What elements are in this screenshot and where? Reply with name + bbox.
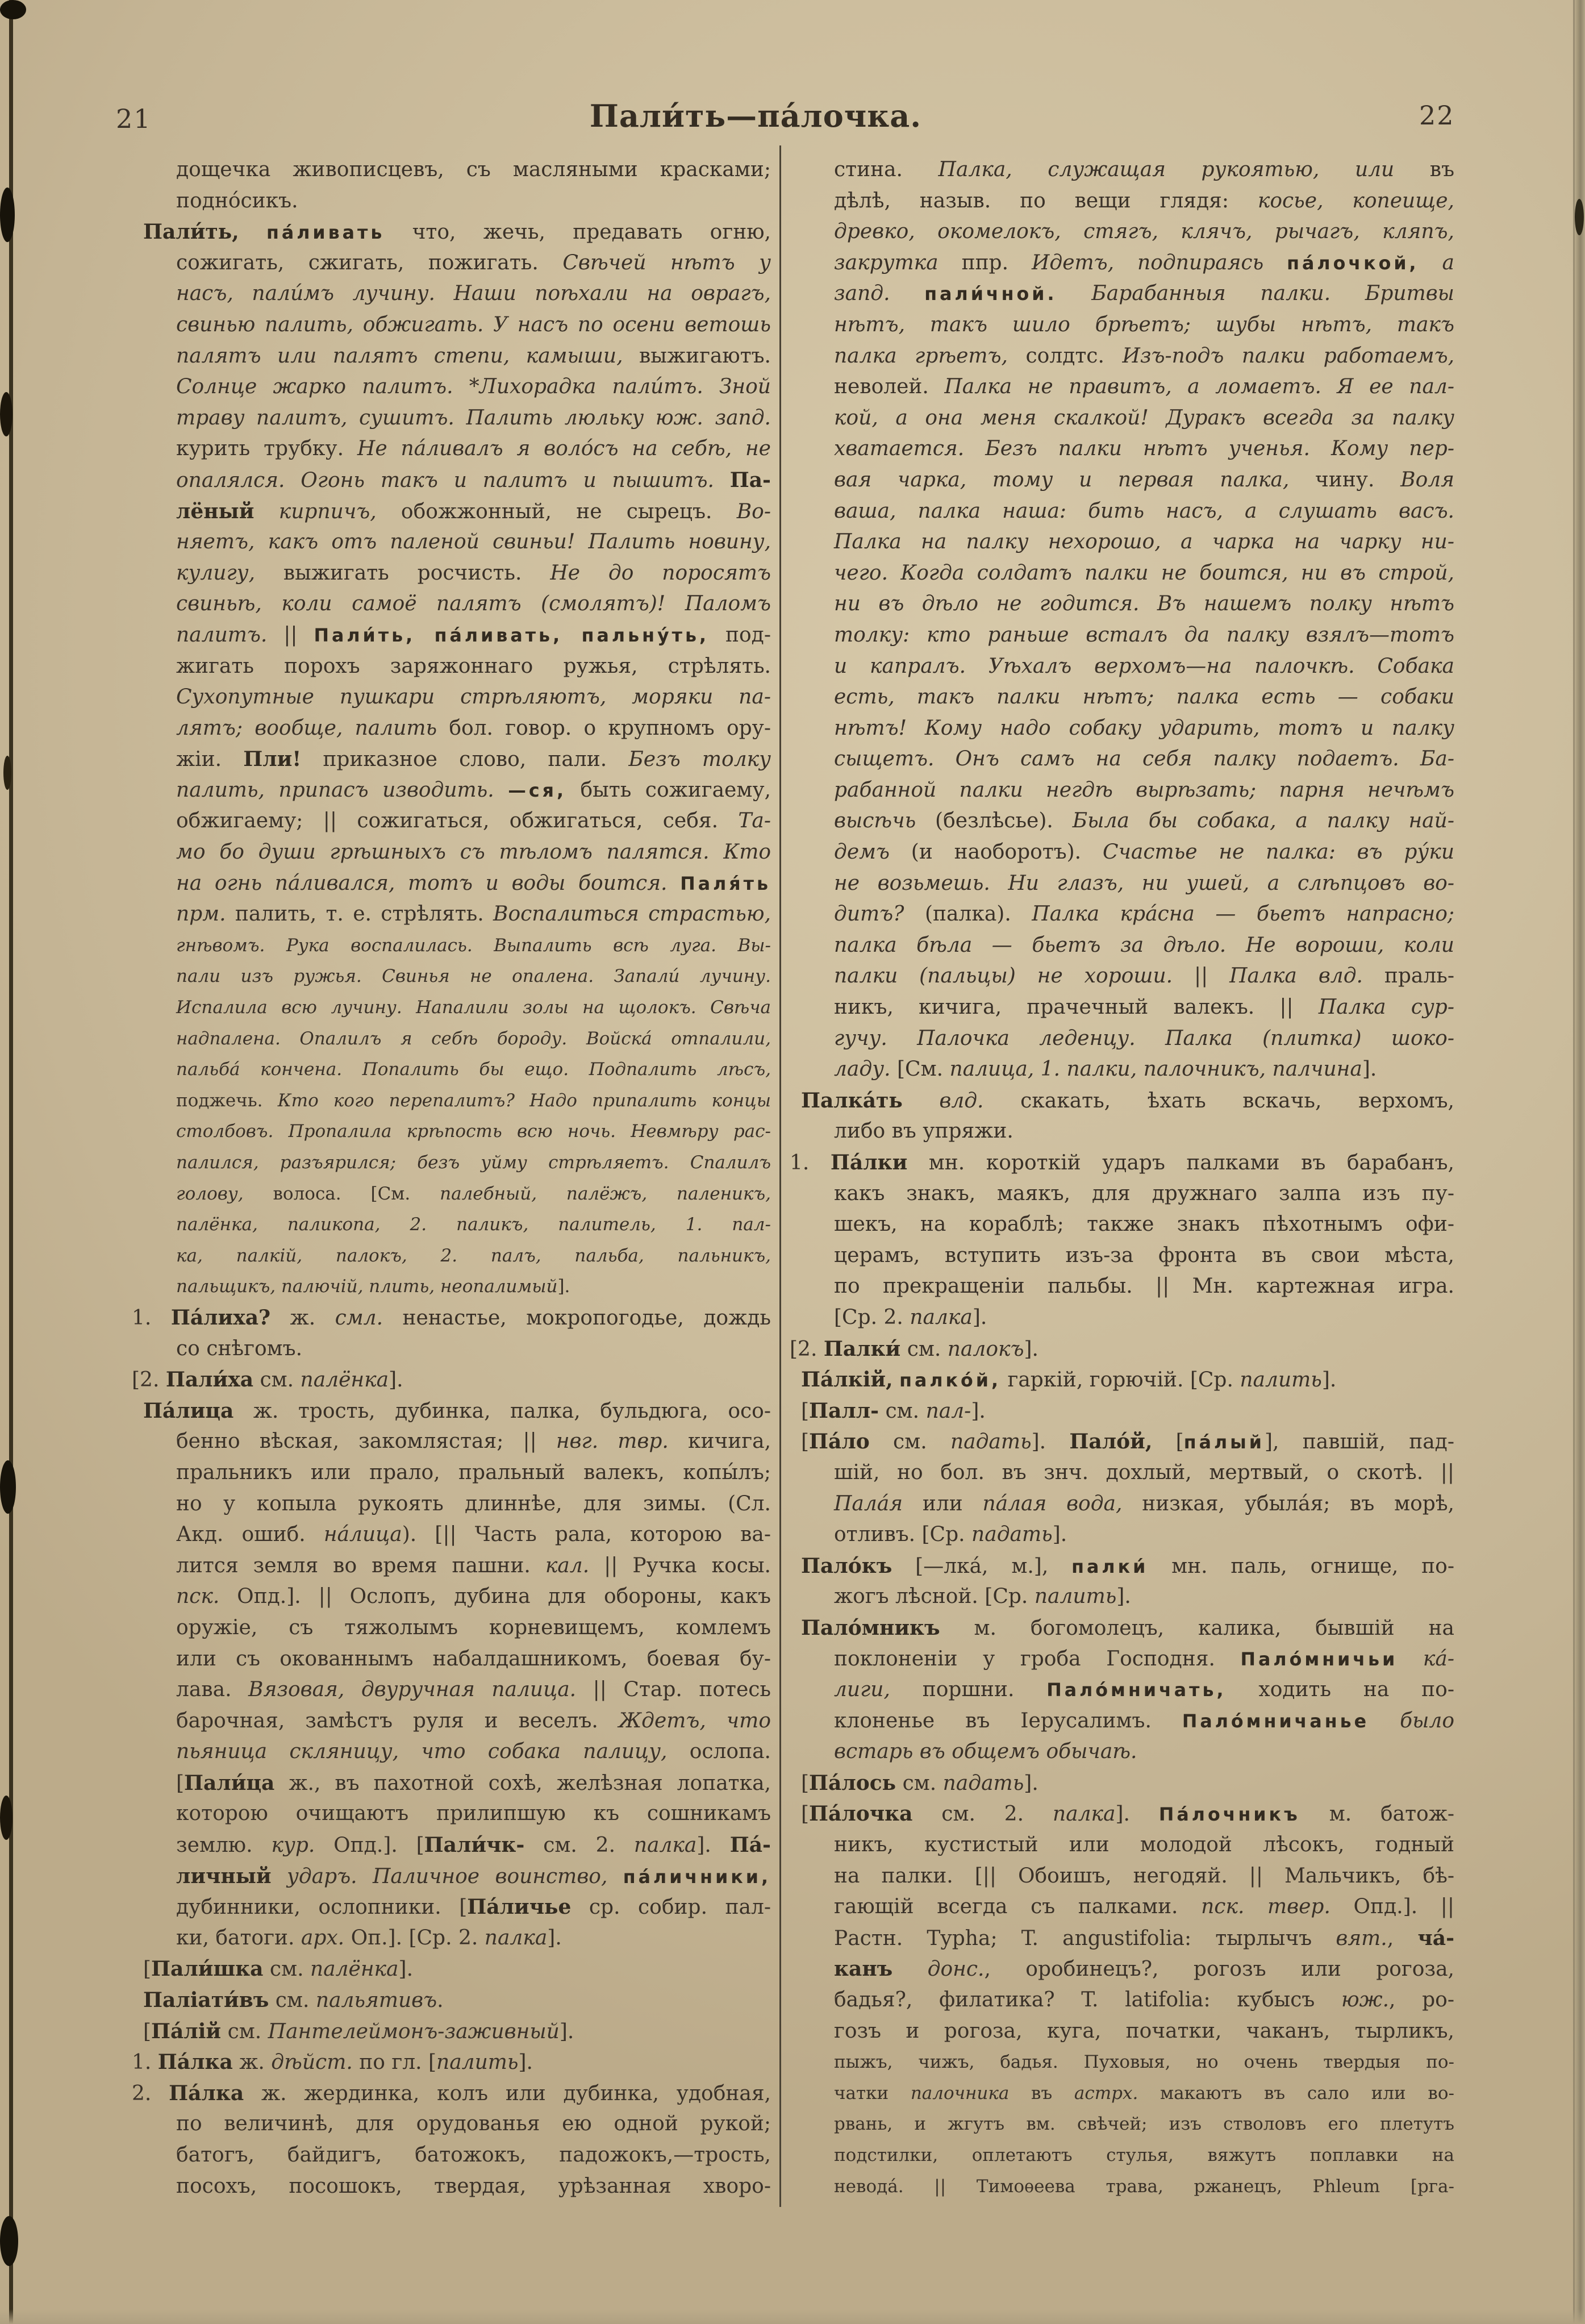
text-line: траву палитъ, сушитъ. Палить люльку юж. запд. [176,406,771,430]
text-line: 1. Па́лка ж. дѣйст. по гл. [палить]. [132,2050,533,2075]
text-line: подно́сикъ. [176,189,298,213]
text-line: 2. Па́лка ж. жердинка, колъ или дубинка, удобная, [132,2081,771,2105]
text-line: клоненье въ Іерусалимъ. Пало́мничанье было [834,1709,1454,1732]
text-line: древко, окомелокъ, стягъ, клячъ, рычагъ, кляпъ, [834,220,1454,244]
text-line: 1. Па́лки мн. короткій ударъ палками въ барабанъ, [790,1151,1454,1175]
text-line: и капралъ. Уѣхалъ верхомъ—на палочкѣ. Собака [834,654,1454,678]
text-line: палка бѣла — бьетъ за дѣло. Не вороши, коли [834,933,1454,957]
text-line: по величинѣ, для орудованья ею одной рукой; [176,2112,771,2136]
running-head: Пали́ть—па́лочка. [589,98,922,134]
right-column [790,155,1454,2202]
text-line: жигать порохъ заряжоннаго ружья, стрѣлять. [176,654,771,678]
page-edge-line [1573,0,1575,2324]
text-line: курить трубку. Не па́ливалъ я воло́съ на себѣ, не [176,437,771,461]
text-line: мо бо души грѣшныхъ съ тѣломъ палятся. Кто [176,840,771,864]
text-line: или съ окованнымъ набалдашникомъ, боевая бу- [176,1647,771,1671]
text-line: жогъ лѣсной. [Ср. палить]. [834,1585,1131,1609]
text-line: барочная, замѣстъ руля и веселъ. Ждетъ, что [176,1709,771,1732]
text-line: дѣлѣ, назыв. по вещи глядя: косье, копеище, [834,189,1454,213]
text-line: лятъ; вообще, палить бол. говор. о крупномъ ору- [176,716,771,740]
text-line: прм. палить, т. е. стрѣлять. Воспалиться страстью, [176,902,771,926]
text-line: поклоненіи у гроба Господня. Пало́мничьи ка́- [834,1647,1454,1671]
text-line: гучу. Палочка леденцу. Палка (плитка) шоко- [834,1026,1454,1050]
text-line: на палки. [|| Обоишъ, негодяй. || Мальчикъ, бѣ- [834,1864,1454,1888]
text-line: насъ, пали́мъ лучину. Наши поѣхали на оврагъ, [176,282,771,306]
binding-gutter-line [9,0,13,2324]
text-line: какъ знакъ, маякъ, для дружнаго залпа изъ пу- [834,1181,1454,1205]
text-line: никъ, кустистый или молодой лѣсокъ, годный [834,1833,1454,1857]
text-line: батогъ, байдигъ, батожокъ, падожокъ,—трость, [176,2143,771,2167]
text-line: поджечь. Кто кого перепалитъ? Надо припалить концы [176,1090,771,1111]
text-line: есть, такъ палки нѣтъ; палка есть — собаки [834,685,1454,709]
text-line: нѣтъ! Кому надо собаку ударить, тотъ и палку [834,716,1454,740]
text-line: которою очищаютъ прилипшую къ сошникамъ [176,1802,771,1826]
text-line: высѣчь (безлѣсье). Была бы собака, а палку най- [834,809,1454,833]
text-line: чего. Когда солдатъ палки не боится, ни въ строй, [834,561,1454,585]
page-number-left: 21 [116,103,152,134]
text-line: Паліати́въ см. пальятивъ. [143,1988,444,2013]
text-line: дощечка живописцевъ, съ масляными красками; [176,158,771,181]
text-line: лиги, поршни. Пало́мничать, ходить на по- [834,1678,1454,1702]
text-line: ни въ дѣло не годится. Въ нашемъ полку нѣтъ [834,592,1454,616]
text-line: пьяница скляницу, что собака палицу, ослопа. [176,1740,771,1764]
text-line: но у копыла рукоять длиннѣе, для зимы. (Сл. [176,1492,771,1515]
ink-mark [0,2216,18,2266]
text-line: [Па́ло см. падать]. Пало́й, [па́лый], павшій, пад- [801,1430,1454,1454]
text-line: лёный кирпичъ, обожжонный, не сырецъ. Во- [176,499,771,523]
ink-mark [0,392,12,436]
page-edge-bottom [0,2309,1585,2324]
text-line: [Пали́ца ж., въ пахотной сохѣ, желѣзная лопатка, [176,1771,771,1795]
text-line: нѣтъ, такъ шило брѣетъ; шубы нѣтъ, такъ [834,313,1454,336]
text-line: сожигать, сжигать, пожигать. Свѣчей нѣтъ у [176,251,771,274]
text-line: Палка́ть влд. скакать, ѣхать вскачь, верхомъ, [801,1088,1454,1113]
text-line: запд. пали́чной. Барабанныя палки. Бритвы [834,282,1454,306]
text-line: ки, батоги. арх. Оп.]. [Ср. 2. палка]. [176,1926,562,1950]
text-line: палёнка, паликопа, 2. паликъ, палитель, 1. пал- [176,1214,771,1235]
text-line: дитъ? (палка). Палка кра́сна — бьетъ напрасно; [834,902,1454,926]
text-line: пали изъ ружья. Свинья не опалена. Запали́ лучину. [176,966,771,987]
text-line: землю. кур. Опд.]. [Пали́чк- см. 2. палка]. Па́- [176,1833,771,1857]
text-line: Пало́къ [—лка́, м.], палки́ мн. паль, огнище, по- [801,1554,1454,1578]
text-line: вая чарка, тому и первая палка, чину. Воля [834,468,1454,492]
text-line: палить, припасъ изводить. —ся, быть сожигаему, [176,778,771,802]
text-line: Испалила всю лучину. Напалили золы на щолокъ. Свѣча [176,997,771,1018]
text-line: либо въ упряжи. [834,1119,1013,1143]
text-line: стина. Палка, служащая рукоятью, или въ [834,158,1454,181]
text-line: палился, разъярился; безъ уйму стрѣляетъ. Спалилъ [176,1152,771,1173]
ink-mark [0,1796,12,1840]
text-line: столбовъ. Пропалила крѣпость всю ночь. Невмѣру рас- [176,1121,771,1142]
ink-mark [0,0,26,19]
text-line: хватается. Безъ палки нѣтъ ученья. Кому пер- [834,437,1454,461]
text-line: на огнь па́ливался, тотъ и воды боится. Паля́ть [176,871,771,895]
ink-mark [0,1460,16,1514]
text-line: палки (пальцы) не хороши. || Палка влд. праль- [834,964,1454,988]
text-line: закрутка ппр. Идетъ, подпираясь па́лочкой, а [834,251,1454,274]
text-line: кулигу, выжигать росчисть. Не до поросятъ [176,561,771,585]
text-line: Акд. ошиб. на́лица). [|| Часть рала, которою ва- [176,1523,771,1547]
text-line: Растн. Typha; T. angustifolia: тырлычъ вят., ча́- [834,1926,1454,1950]
page-number-right: 22 [1419,100,1455,131]
text-line: пыжъ, чижъ, бадья. Пуховыя, но очень твердыя по- [834,2052,1454,2073]
text-line: Пали́ть, па́ливать что, жечь, предавать огню, [143,220,771,244]
text-line: демъ (и наоборотъ). Счастье не палка: въ ру́ки [834,840,1454,864]
text-line: [Пали́шка см. палёнка]. [143,1957,414,1981]
book-binding-edge [0,0,55,2324]
text-line: гающій всегда съ палками. пск. твер. Опд.]. || [834,1895,1454,1919]
text-line: обжигаему; || сожигаться, обжигаться, себя. Та- [176,809,771,833]
text-line: рвань, и жгутъ вм. свѣчей; изъ стволовъ его плетутъ [834,2114,1454,2135]
text-line: [Па́лось см. падать]. [801,1771,1038,1795]
text-line: сыщетъ. Онъ самъ на себя палку подаетъ. Ба- [834,747,1454,771]
text-line: палка грѣетъ, солдтс. Изъ-подъ палки работаемъ, [834,344,1454,368]
text-line: пальба́ кончена. Попалить бы ещо. Подпалить лѣсъ, [176,1059,771,1080]
text-line: гозъ и рогоза, куга, початки, чаканъ, тырликъ, [834,2019,1454,2043]
text-line: пальщикъ, палючій, плить, неопалимый]. [176,1276,570,1297]
text-line: Па́лкій, палко́й, гаркій, горючій. [Ср. палить]. [801,1368,1337,1392]
text-line: [Па́лій см. Пантелеймонъ-заживный]. [143,2019,574,2043]
text-line: свиньѣ, коли самоё палятъ (смолятъ)! Паломъ [176,592,771,616]
text-line: со снѣгомъ. [176,1336,303,1360]
text-line: [Палл- см. пал-]. [801,1398,986,1423]
text-line: шекъ, на кораблѣ; также знакъ пѣхотнымъ офи- [834,1213,1454,1236]
text-line: дубинники, ослопники. [Па́личье ср. собир. пал- [176,1895,771,1919]
text-line: не возьмешь. Ни глазъ, ни ушей, а слѣпцовъ во- [834,871,1454,895]
text-line: Пала́я или па́лая вода, низкая, убыла́я; въ морѣ, [834,1492,1454,1515]
text-line: [2. Палки́ см. палокъ]. [790,1336,1038,1361]
text-line: свинью палить, обжигать. У насъ по осени ветошь [176,313,771,336]
text-line: палитъ. || Пали́ть, па́ливать, пальну́ть, под- [176,623,771,647]
text-line: канъ донс., оробинецъ?, рогозъ или рогоза, [834,1957,1454,1981]
text-line: Палка на палку нехорошо, а чарка на чарку ни- [834,530,1454,554]
text-line: Сухопутные пушкари стрѣляютъ, моряки па- [176,685,771,709]
text-line: оружіе, съ тяжолымъ корневищемъ, комлемъ [176,1615,771,1639]
text-line: неволей. Палка не правитъ, а ломаетъ. Я ее пал- [834,375,1454,399]
text-line: опалялся. Огонь такъ и палитъ и пышитъ. Па- [176,468,771,492]
column-divider-rule [779,145,781,2207]
text-line: лава. Вязовая, двуручная палица. || Стар. потесь [176,1678,771,1702]
ink-mark [0,188,15,242]
text-line: по прекращеніи пальбы. || Мн. картежная игра. [834,1275,1454,1298]
text-line: голову, волоса. [См. палебный, палёжъ, паленикъ, [176,1183,771,1204]
text-line: чатки палочника въ астрх. макаютъ въ сало или во- [834,2083,1454,2104]
text-line: невода́. || Тимоѳеева трава, ржанецъ, Phleum [рга- [834,2176,1454,2197]
text-line: 1. Па́лиха? ж. смл. ненастье, мокропогодье, дождь [132,1305,771,1330]
text-line: жіи. Пли! приказное слово, пали. Безъ толку [176,747,771,772]
text-line: пск. Опд.]. || Ослопъ, дубина для обороны, какъ [176,1585,771,1609]
text-line: Солнце жарко палитъ. *Лихорадка пали́тъ. Зной [176,375,771,399]
text-line: гнѣвомъ. Рука воспалилась. Выпалить всѣ луга. Вы- [176,935,771,956]
text-line: надпалена. Опалилъ я себѣ бороду. Войска́ отпалили, [176,1028,771,1049]
text-line: никъ, кичига, прачечный валекъ. || Палка сур- [834,996,1454,1019]
text-line: посохъ, посошокъ, твердая, урѣзанная хворо- [176,2174,771,2198]
text-line: палятъ или палятъ степи, камыши, выжигаютъ. [176,344,771,368]
text-line: церамъ, вступить изъ-за фронта въ свои мѣста, [834,1243,1454,1267]
left-column [132,155,771,2202]
text-line: толку: кто раньше всталъ да палку взялъ—тотъ [834,623,1454,647]
text-line: бадья?, филатика? T. latifolia: кубысъ юж., ро- [834,1988,1454,2012]
text-line: личный ударъ. Паличное воинство, па́личники, [176,1864,771,1888]
text-line: ваша, палка наша: бить насъ, а слушать васъ. [834,499,1454,523]
text-line: отливъ. [Ср. падать]. [834,1523,1067,1547]
text-line: ладу. [См. палица, 1. палки, палочникъ, палчина]. [834,1057,1377,1081]
ink-mark [1575,199,1584,235]
text-line: [2. Пали́ха см. палёнка]. [132,1368,403,1392]
text-line: ка, палкій, палокъ, 2. палъ, пальба, пальникъ, [176,1245,771,1266]
text-line: лится земля во время пашни. кал. || Ручка косы. [176,1554,771,1577]
text-line: рабанной палки негдѣ вырѣзать; парня нечѣмъ [834,778,1454,802]
text-line: встарь въ общемъ обычаѣ. [834,1740,1137,1764]
text-line: [Па́лочка см. 2. палка]. Па́лочникъ м. батож- [801,1802,1454,1826]
ink-mark [3,756,11,790]
text-line: бенно вѣская, закомлястая; || нвг. твр. кичига, [176,1430,771,1453]
text-line: подстилки, оплетаютъ стулья, вяжутъ поплавки на [834,2145,1454,2165]
text-line: [Ср. 2. палка]. [834,1305,987,1329]
text-line: няетъ, какъ отъ паленой свиньи! Палить новину, [176,530,771,554]
text-line: кой, а она меня скалкой! Дуракъ всегда за палку [834,406,1454,430]
text-line: пральникъ или прало, пральный валекъ, копы́лъ; [176,1460,771,1484]
text-line: Па́лица ж. трость, дубинка, палка, бульдюга, осо- [143,1398,771,1423]
text-line: шій, но бол. въ знч. дохлый, мертвый, о скотѣ. || [834,1460,1454,1484]
text-line: Пало́мникъ м. богомолецъ, калика, бывшій на [801,1615,1454,1640]
